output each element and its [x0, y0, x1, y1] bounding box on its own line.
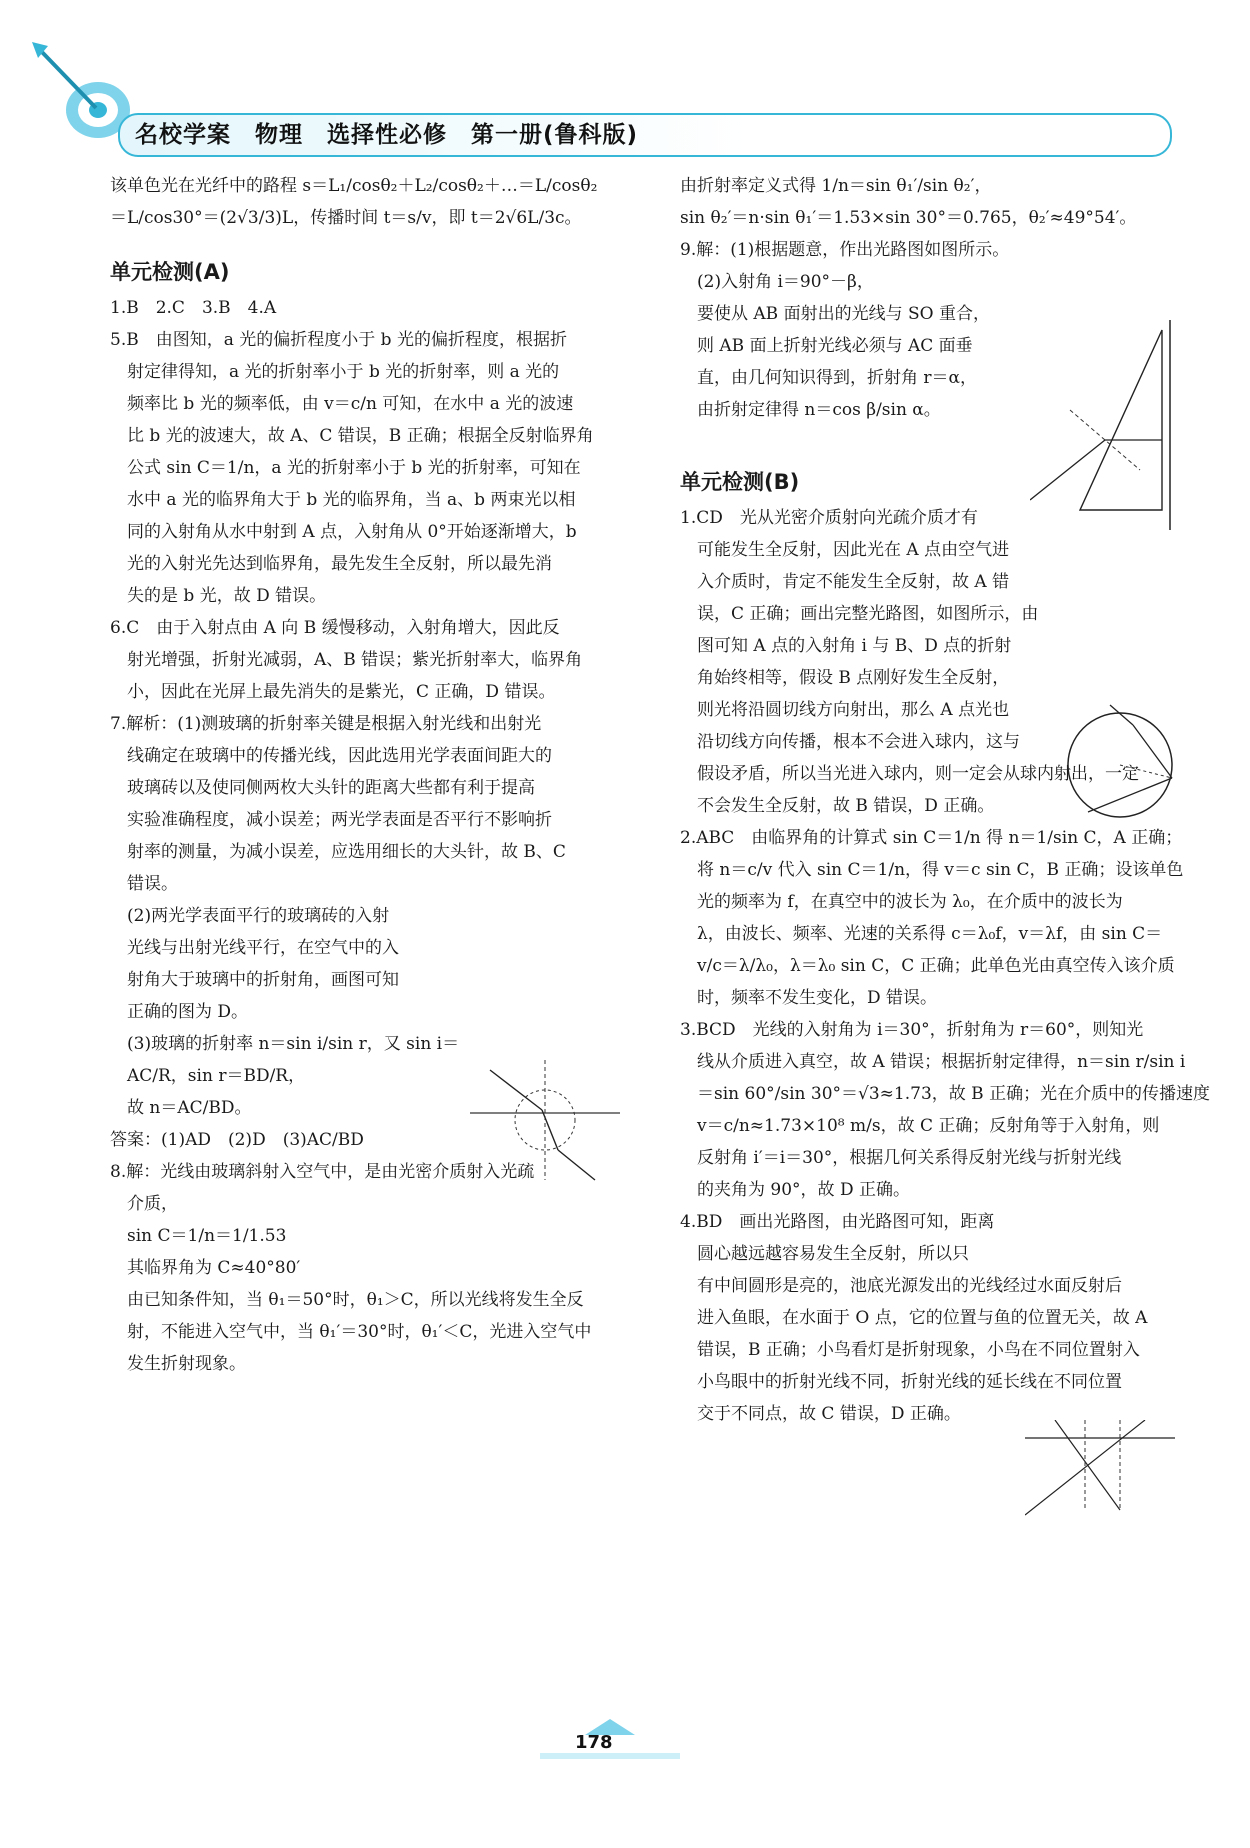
- answer-line: 其临界角为 C≈40°80′: [110, 1258, 301, 1278]
- answer-line: 进入鱼眼，在水面于 O 点，它的位置与鱼的位置无关，故 A: [680, 1308, 1148, 1328]
- answer-line: 玻璃砖以及使同侧两枚大头针的距离大些都有利于提高: [110, 778, 535, 798]
- prism-diagram: [1030, 320, 1180, 535]
- answer-line: 光的频率为 f，在真空中的波长为 λ₀，在介质中的波长为: [680, 892, 1123, 912]
- answer-line: 则光将沿圆切线方向射出，那么 A 点光也: [680, 700, 1010, 720]
- answer-line: (2)入射角 i＝90°－β，: [680, 272, 874, 292]
- answer-line: 将 n＝c/v 代入 sin C＝1/n，得 v＝c sin C，B 正确；设该单色: [680, 860, 1184, 880]
- answer-line: sin θ₂′＝n·sin θ₁′＝1.53×sin 30°＝0.765，θ₂′≈49°54′。: [680, 208, 1137, 228]
- answer-line: 2.ABC 由临界角的计算式 sin C＝1/n 得 n＝1/sin C，A 正确；: [680, 828, 1183, 848]
- answer-line: 错误。: [110, 874, 178, 894]
- answer-line: ＝sin 60°/sin 30°＝√3≈1.73，故 B 正确；光在介质中的传播速度: [680, 1084, 1211, 1104]
- section-title-a: 单元检测(A): [110, 260, 230, 284]
- answer-line: 错误，B 正确；小鸟看灯是折射现象，小鸟在不同位置射入: [680, 1340, 1140, 1360]
- section-title-b: 单元检测(B): [680, 470, 800, 494]
- answer-line: 可能发生全反射，因此光在 A 点由空气进: [680, 540, 1010, 560]
- answer-line: 时，频率不发生变化，D 错误。: [680, 988, 938, 1008]
- answer-line: 图可知 A 点的入射角 i 与 B、D 点的折射: [680, 636, 1012, 656]
- answer-line: 角始终相等，假设 B 点刚好发生全反射，: [680, 668, 1010, 688]
- answer-line: 光线与出射光线平行，在空气中的入: [110, 938, 399, 958]
- answer-line: 射率的测量，为减小误差，应选用细长的大头针，故 B、C: [110, 842, 566, 862]
- answer-line: 实验准确程度，减小误差；两光学表面是否平行不影响折: [110, 810, 552, 830]
- answer-line: v/c＝λ/λ₀，λ＝λ₀ sin C，C 正确；此单色光由真空传入该介质: [680, 956, 1175, 976]
- answer-line: 8.解：光线由玻璃斜射入空气中，是由光密介质射入光疏: [110, 1162, 535, 1182]
- answer-line: λ，由波长、频率、光速的关系得 c＝λ₀f，v＝λf，由 sin C＝: [680, 924, 1163, 944]
- answer-line: 发生折射现象。: [110, 1354, 246, 1374]
- answer-line: 水中 a 光的临界角大于 b 光的临界角，当 a、b 两束光以相: [110, 490, 576, 510]
- water-surface-diagram: [1025, 1420, 1175, 1520]
- answer-line: 射，不能进入空气中，当 θ₁′＝30°时，θ₁′＜C，光进入空气中: [110, 1322, 592, 1342]
- glass-brick-diagram: [470, 1055, 620, 1185]
- answer-line: 由折射率定义式得 1/n＝sin θ₁′/sin θ₂′，: [680, 176, 992, 196]
- answer-line: 要使从 AB 面射出的光线与 SO 重合，: [680, 304, 990, 324]
- answer-line: 1.CD 光从光密介质射向光疏介质才有: [680, 508, 978, 528]
- answer-line: 公式 sin C＝1/n，a 光的折射率小于 b 光的折射率，可知在: [110, 458, 581, 478]
- answer-line: (2)两光学表面平行的玻璃砖的入射: [110, 906, 390, 926]
- answer-line: 9.解：(1)根据题意，作出光路图如图所示。: [680, 240, 1010, 260]
- answer-line: AC/R，sin r＝BD/R，: [110, 1066, 306, 1086]
- answer-line: 误，C 正确；画出完整光路图，如图所示，由: [680, 604, 1039, 624]
- answer-line: 不会发生全反射，故 B 错误，D 正确。: [680, 796, 995, 816]
- answer-line: 3.BCD 光线的入射角为 i＝30°，折射角为 r＝60°，则知光: [680, 1020, 1144, 1040]
- answer-line: 7.解析：(1)测玻璃的折射率关键是根据入射光线和出射光: [110, 714, 542, 734]
- answer-line: 4.BD 画出光路图，由光路图可知，距离: [680, 1212, 995, 1232]
- answer-line: 频率比 b 光的频率低，由 v＝c/n 可知，在水中 a 光的波速: [110, 394, 574, 414]
- answer-line: 1.B 2.C 3.B 4.A: [110, 298, 277, 318]
- answer-line: 5.B 由图知，a 光的偏折程度小于 b 光的偏折程度，根据折: [110, 330, 567, 350]
- answer-line: 线从介质进入真空，故 A 错误；根据折射定律得，n＝sin r/sin i: [680, 1052, 1186, 1072]
- answer-line: 则 AB 面上折射光线必须与 AC 面垂: [680, 336, 973, 356]
- answer-line: 正确的图为 D。: [110, 1002, 249, 1022]
- answer-line: v＝c/n≈1.73×10⁸ m/s，故 C 正确；反射角等于入射角，则: [680, 1116, 1160, 1136]
- answer-line: 入介质时，肯定不能发生全反射，故 A 错: [680, 572, 1010, 592]
- answer-line: 交于不同点，故 C 错误，D 正确。: [680, 1404, 961, 1424]
- answer-line: 射角大于玻璃中的折射角，画图可知: [110, 970, 399, 990]
- answer-line: (3)玻璃的折射率 n＝sin i/sin r，又 sin i＝: [110, 1034, 460, 1054]
- answer-line: 由折射定律得 n＝cos β/sin α。: [680, 400, 941, 420]
- answer-line: 线确定在玻璃中的传播光线，因此选用光学表面间距大的: [110, 746, 552, 766]
- left-column: [110, 170, 630, 1380]
- intro-line: ＝L/cos30°＝(2√3/3)L，传播时间 t＝s/v，即 t＝2√6L/3c。: [110, 208, 582, 228]
- answer-line: 同的入射角从水中射到 A 点，入射角从 0°开始逐渐增大，b: [110, 522, 577, 542]
- page-header-title: 名校学案 物理 选择性必修 第一册(鲁科版): [135, 122, 639, 148]
- answer-line: 有中间圆形是亮的，池底光源发出的光线经过水面反射后: [680, 1276, 1122, 1296]
- answer-line: 故 n＝AC/BD。: [110, 1098, 252, 1118]
- answer-line: 小，因此在光屏上最先消失的是紫光，C 正确，D 错误。: [110, 682, 556, 702]
- answer-line: 直，由几何知识得到，折射角 r＝α，: [680, 368, 978, 388]
- answer-line: 沿切线方向传播，根本不会进入球内，这与: [680, 732, 1020, 752]
- answer-line: 射定律得知，a 光的折射率小于 b 光的折射率，则 a 光的: [110, 362, 560, 382]
- answer-line: 6.C 由于入射点由 A 向 B 缓慢移动，入射角增大，因此反: [110, 618, 560, 638]
- answer-line: 反射角 i′＝i＝30°，根据几何关系得反射光线与折射光线: [680, 1148, 1122, 1168]
- answer-line: 失的是 b 光，故 D 错误。: [110, 586, 327, 606]
- sphere-diagram: [1058, 700, 1188, 830]
- answer-line: 介质，: [110, 1194, 178, 1214]
- answer-line: 圆心越远越容易发生全反射，所以只: [680, 1244, 969, 1264]
- answer-line: 答案：(1)AD (2)D (3)AC/BD: [110, 1130, 364, 1150]
- answer-line: 光的入射光先达到临界角，最先发生全反射，所以最先消: [110, 554, 552, 574]
- intro-line: 该单色光在光纤中的路程 s＝L₁/cosθ₂＋L₂/cosθ₂＋…＝L/cosθ₂: [110, 176, 598, 196]
- answer-line: sin C＝1/n＝1/1.53: [110, 1226, 287, 1246]
- page-number: 178: [575, 1732, 613, 1753]
- answer-line: 的夹角为 90°，故 D 正确。: [680, 1180, 910, 1200]
- answer-line: 假设矛盾，所以当光进入球内，则一定会从球内射出，一定: [680, 764, 1139, 784]
- answer-line: 小鸟眼中的折射光线不同，折射光线的延长线在不同位置: [680, 1372, 1122, 1392]
- answer-line: 由已知条件知，当 θ₁＝50°时，θ₁＞C，所以光线将发生全反: [110, 1290, 584, 1310]
- answer-line: 比 b 光的波速大，故 A、C 错误，B 正确；根据全反射临界角: [110, 426, 594, 446]
- answer-line: 射光增强，折射光减弱，A、B 错误；紫光折射率大，临界角: [110, 650, 583, 670]
